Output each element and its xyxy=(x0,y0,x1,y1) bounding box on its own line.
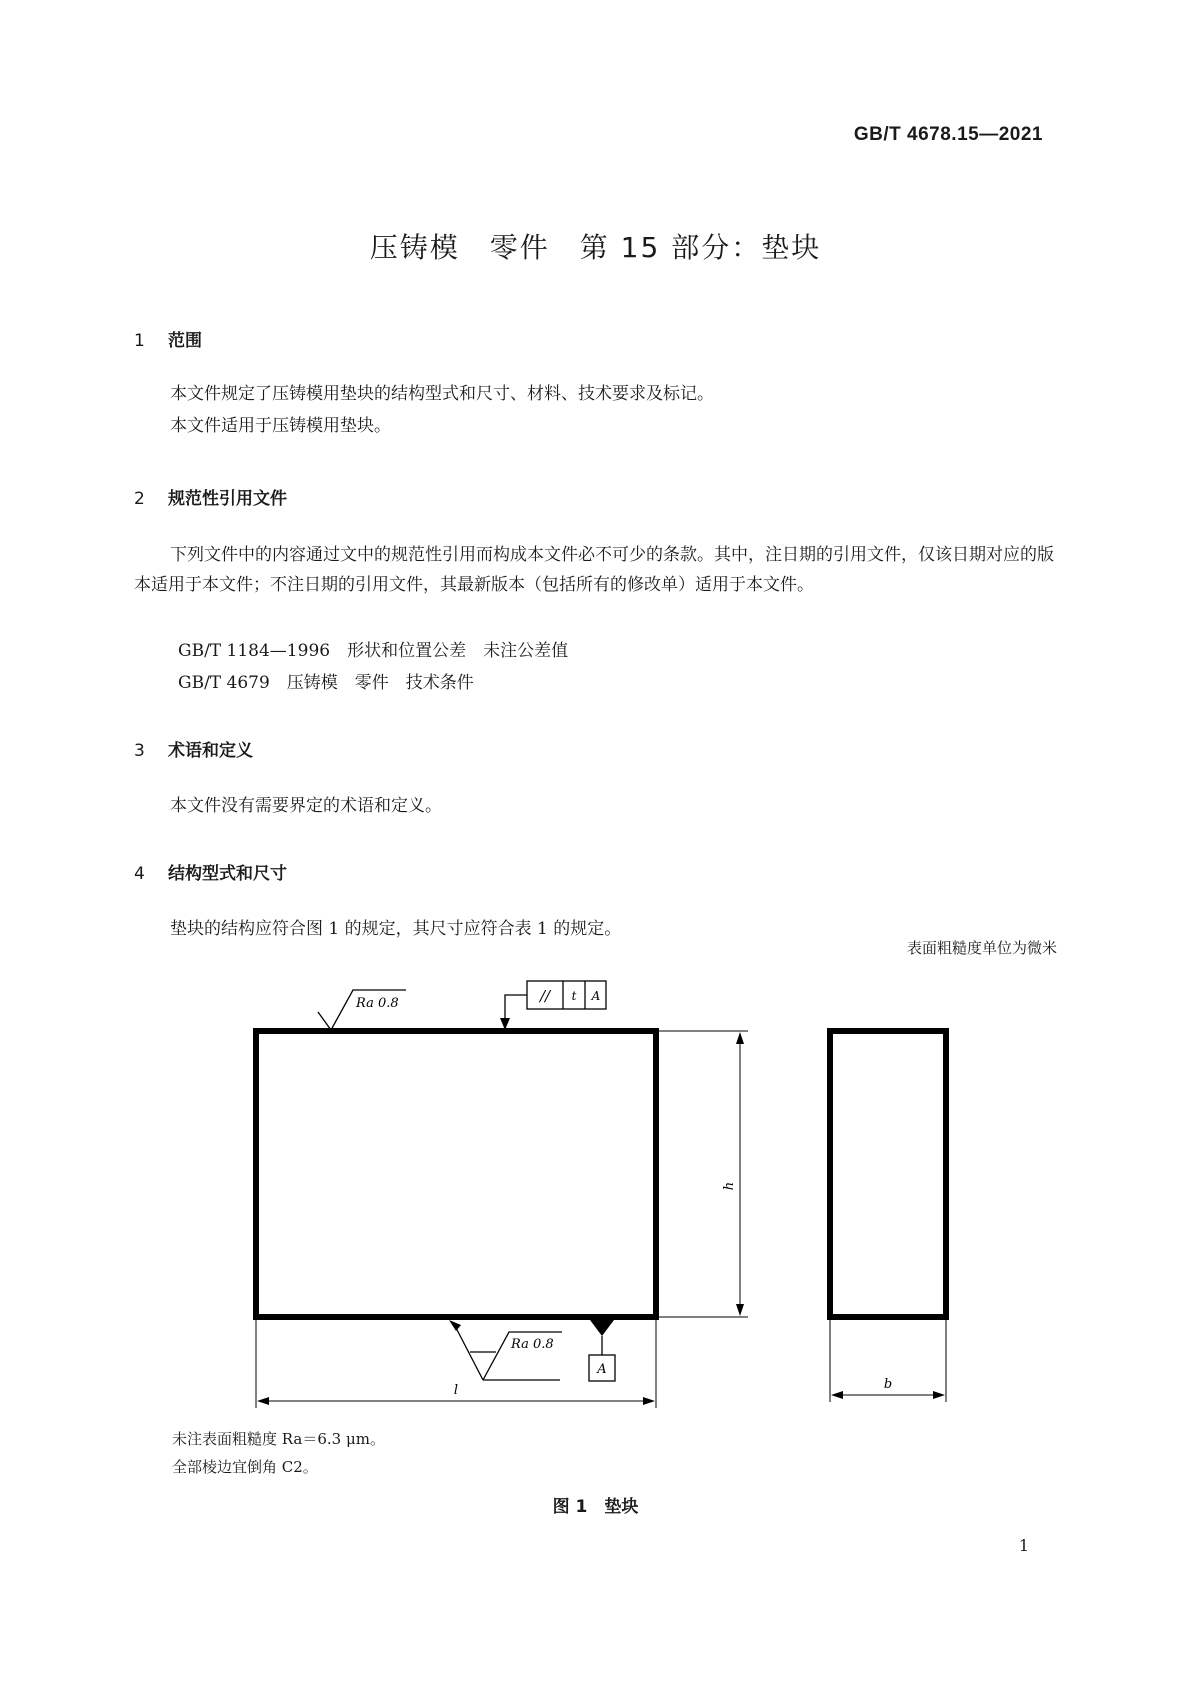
tolerance-value: t xyxy=(571,989,577,1003)
section-title: 范围 xyxy=(168,331,202,351)
section-1-para-2: 本文件适用于压铸模用垫块。 xyxy=(170,416,391,436)
roughness-bottom-ra: Ra 0.8 xyxy=(511,1337,554,1352)
figure-note-2: 全部棱边宜倒角 C2。 xyxy=(172,1458,318,1476)
dim-l-arrow-left xyxy=(257,1397,269,1405)
dimension-b-label: b xyxy=(883,1377,893,1392)
page-number: 1 xyxy=(1018,1536,1029,1555)
section-4-para-1: 垫块的结构应符合图 1 的规定，其尺寸应符合表 1 的规定。 xyxy=(170,919,622,939)
section-2-para-1: 下列文件中的内容通过文中的规范性引用而构成本文件必不可少的条款。其中，注日期的引用文件，仅该日期对应的版本适用于本文件；不注日期的引用文件，其最新版本（包括所有的修改单）适用于本文件。 xyxy=(134,545,1054,595)
dimension-l-label: l xyxy=(453,1383,459,1398)
dim-b-arrow-left xyxy=(831,1391,843,1399)
unit-note: 表面粗糙度单位为微米 xyxy=(906,939,1057,957)
dim-b-arrow-right xyxy=(933,1391,945,1399)
section-title: 规范性引用文件 xyxy=(168,489,287,509)
section-title: 结构型式和尺寸 xyxy=(168,864,287,884)
figure-caption: 图 1 垫块 xyxy=(552,1497,639,1517)
dim-h-arrow-top xyxy=(736,1032,744,1044)
section-number: 2 xyxy=(134,489,145,509)
section-1-para-1: 本文件规定了压铸模用垫块的结构型式和尺寸、材料、技术要求及标记。 xyxy=(170,384,714,404)
side-view-outline xyxy=(830,1031,946,1317)
standard-number: GB/T 4678.15—2021 xyxy=(853,124,1043,145)
section-title: 术语和定义 xyxy=(168,741,253,761)
dim-h-arrow-bottom xyxy=(736,1304,744,1316)
parallelism-symbol: // xyxy=(539,987,551,1005)
section-3-para-1: 本文件没有需要界定的术语和定义。 xyxy=(170,796,442,816)
parallelism-frame xyxy=(505,981,606,1026)
section-number: 3 xyxy=(134,741,145,761)
datum-triangle xyxy=(590,1320,614,1336)
roughness-top-ra: Ra 0.8 xyxy=(356,996,399,1011)
reference-2: GB/T 4679 压铸模 零件 技术条件 xyxy=(178,673,474,693)
figure-note-1: 未注表面粗糙度 Ra＝6.3 μm。 xyxy=(172,1430,385,1448)
section-number: 1 xyxy=(134,331,145,351)
dimension-h xyxy=(659,1031,748,1317)
leader-arrowhead-bottom xyxy=(449,1320,461,1331)
datum-label: A xyxy=(597,1362,607,1377)
front-view-outline xyxy=(256,1031,656,1317)
datum-reference: A xyxy=(591,989,601,1003)
section-number: 4 xyxy=(134,864,145,884)
dim-l-arrow-right xyxy=(643,1397,655,1405)
dimension-h-label: h xyxy=(722,1181,737,1191)
reference-1: GB/T 1184—1996 形状和位置公差 未注公差值 xyxy=(178,641,569,661)
document-title: 压铸模 零件 第 15 部分：垫块 xyxy=(369,231,822,264)
